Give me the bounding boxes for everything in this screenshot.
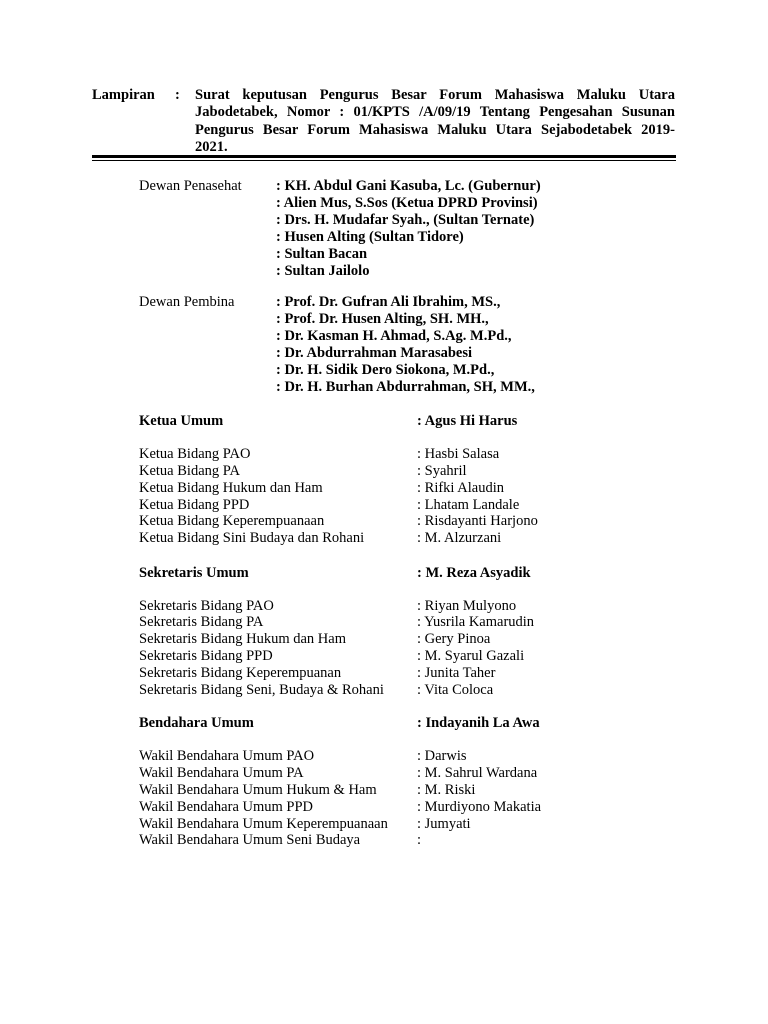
role-label: Wakil Bendahara Umum Keperempuanaan: [139, 816, 388, 832]
header-divider-thin: [92, 160, 676, 161]
role-label: Sekretaris Bidang PAO: [139, 598, 274, 614]
structure-row: [139, 665, 579, 682]
member-item: : Sultan Bacan: [276, 246, 368, 262]
member-name: : Rifki Alaudin: [417, 480, 504, 496]
member-item: : Prof. Dr. Gufran Ali Ibrahim, MS.,: [276, 294, 501, 310]
lampiran-colon: :: [175, 87, 180, 103]
member-name: : Syahril: [417, 463, 467, 479]
role-label: Sekretaris Bidang PPD: [139, 648, 273, 664]
lampiran-label: Lampiran: [92, 87, 155, 103]
role-label: Ketua Bidang PAO: [139, 446, 251, 462]
structure-row: [139, 765, 579, 782]
member-name: : Yusrila Kamarudin: [417, 614, 535, 630]
role-label: Ketua Umum: [139, 413, 224, 429]
structure-row: [139, 530, 579, 547]
role-label: Ketua Bidang Sini Budaya dan Rohani: [139, 530, 365, 546]
structure-row: [139, 463, 579, 480]
member-item: : Prof. Dr. Husen Alting, SH. MH.,: [276, 311, 489, 327]
structure-row: [139, 497, 579, 514]
lampiran-line: Pengurus Besar Forum Mahasiswa Maluku Utara Sejabodetabek 2019-: [195, 121, 675, 138]
member-name: : Murdiyono Makatia: [417, 799, 542, 815]
member-name: : Hasbi Salasa: [417, 446, 500, 462]
sekretaris-umum-row: [139, 565, 579, 582]
member-item: : Dr. Kasman H. Ahmad, S.Ag. M.Pd.,: [276, 328, 512, 344]
member-item: : Dr. H. Burhan Abdurrahman, SH, MM.,: [276, 379, 535, 395]
member-name: : M. Alzurzani: [417, 530, 502, 546]
member-name: : Risdayanti Harjono: [417, 513, 538, 529]
structure-row: [139, 446, 579, 463]
member-name: : M. Riski: [417, 782, 476, 798]
role-label: Sekretaris Bidang Keperempuanan: [139, 665, 342, 681]
role-label: Ketua Bidang PA: [139, 463, 240, 479]
member-item: : Alien Mus, S.Sos (Ketua DPRD Provinsi): [276, 195, 538, 211]
structure-row: [139, 832, 579, 849]
structure-row: [139, 682, 579, 699]
role-label: Wakil Bendahara Umum Hukum & Ham: [139, 782, 377, 798]
bendahara-umum-row: [139, 715, 579, 732]
role-label: Sekretaris Umum: [139, 565, 249, 581]
member-item: : Drs. H. Mudafar Syah., (Sultan Ternate): [276, 212, 535, 228]
role-label: Wakil Bendahara Umum PPD: [139, 799, 314, 815]
lampiran-description: [195, 87, 675, 157]
member-name: : Lhatam Landale: [417, 497, 520, 513]
role-label: Ketua Bidang PPD: [139, 497, 250, 513]
member-name: : Riyan Mulyono: [417, 598, 517, 614]
member-list: [276, 178, 541, 280]
role-label: Sekretaris Bidang Seni, Budaya & Rohani: [139, 682, 384, 698]
member-name: : Darwis: [417, 748, 467, 764]
structure-row: [139, 598, 579, 615]
member-list: [276, 294, 535, 396]
role-label: Sekretaris Bidang Hukum dan Ham: [139, 631, 346, 647]
header-divider-thick: [92, 155, 676, 158]
structure-row: [139, 748, 579, 765]
section-title: Dewan Pembina: [139, 294, 235, 310]
member-item: : Husen Alting (Sultan Tidore): [276, 229, 464, 245]
role-label: Ketua Bidang Keperempuanaan: [139, 513, 325, 529]
member-item: : KH. Abdul Gani Kasuba, Lc. (Gubernur): [276, 178, 541, 194]
role-label: Wakil Bendahara Umum PAO: [139, 748, 315, 764]
structure-row: [139, 799, 579, 816]
member-name: : Junita Taher: [417, 665, 496, 681]
role-label: Wakil Bendahara Umum Seni Budaya: [139, 832, 361, 848]
structure-row: [139, 816, 579, 833]
member-item: : Dr. Abdurrahman Marasabesi: [276, 345, 473, 361]
lampiran-line: 2021.: [195, 139, 228, 156]
structure-row: [139, 631, 579, 648]
structure-row: [139, 480, 579, 497]
member-name: : Vita Coloca: [417, 682, 494, 698]
role-label: Ketua Bidang Hukum dan Ham: [139, 480, 323, 496]
section-title: Dewan Penasehat: [139, 178, 242, 194]
role-label: Bendahara Umum: [139, 715, 254, 731]
member-item: : Sultan Jailolo: [276, 263, 370, 279]
member-name: : Indayanih La Awa: [417, 715, 540, 731]
ketua-umum-row: [139, 413, 579, 430]
member-item: : Dr. H. Sidik Dero Siokona, M.Pd.,: [276, 362, 495, 378]
member-name: : M. Reza Asyadik: [417, 565, 531, 581]
lampiran-line: Jabodetabek, Nomor : 01/KPTS /A/09/19 Tentang Pengesahan Susunan: [195, 104, 675, 121]
role-label: Wakil Bendahara Umum PA: [139, 765, 304, 781]
member-name: : M. Syarul Gazali: [417, 648, 525, 664]
member-name: :: [417, 832, 422, 848]
member-name: : Agus Hi Harus: [417, 413, 518, 429]
structure-row: [139, 614, 579, 631]
structure-row: [139, 782, 579, 799]
lampiran-line: Surat keputusan Pengurus Besar Forum Mahasiswa Maluku Utara: [195, 87, 675, 103]
role-label: Sekretaris Bidang PA: [139, 614, 264, 630]
member-name: : Jumyati: [417, 816, 471, 832]
structure-row: [139, 648, 579, 665]
structure-row: [139, 513, 579, 530]
member-name: : M. Sahrul Wardana: [417, 765, 538, 781]
member-name: : Gery Pinoa: [417, 631, 491, 647]
